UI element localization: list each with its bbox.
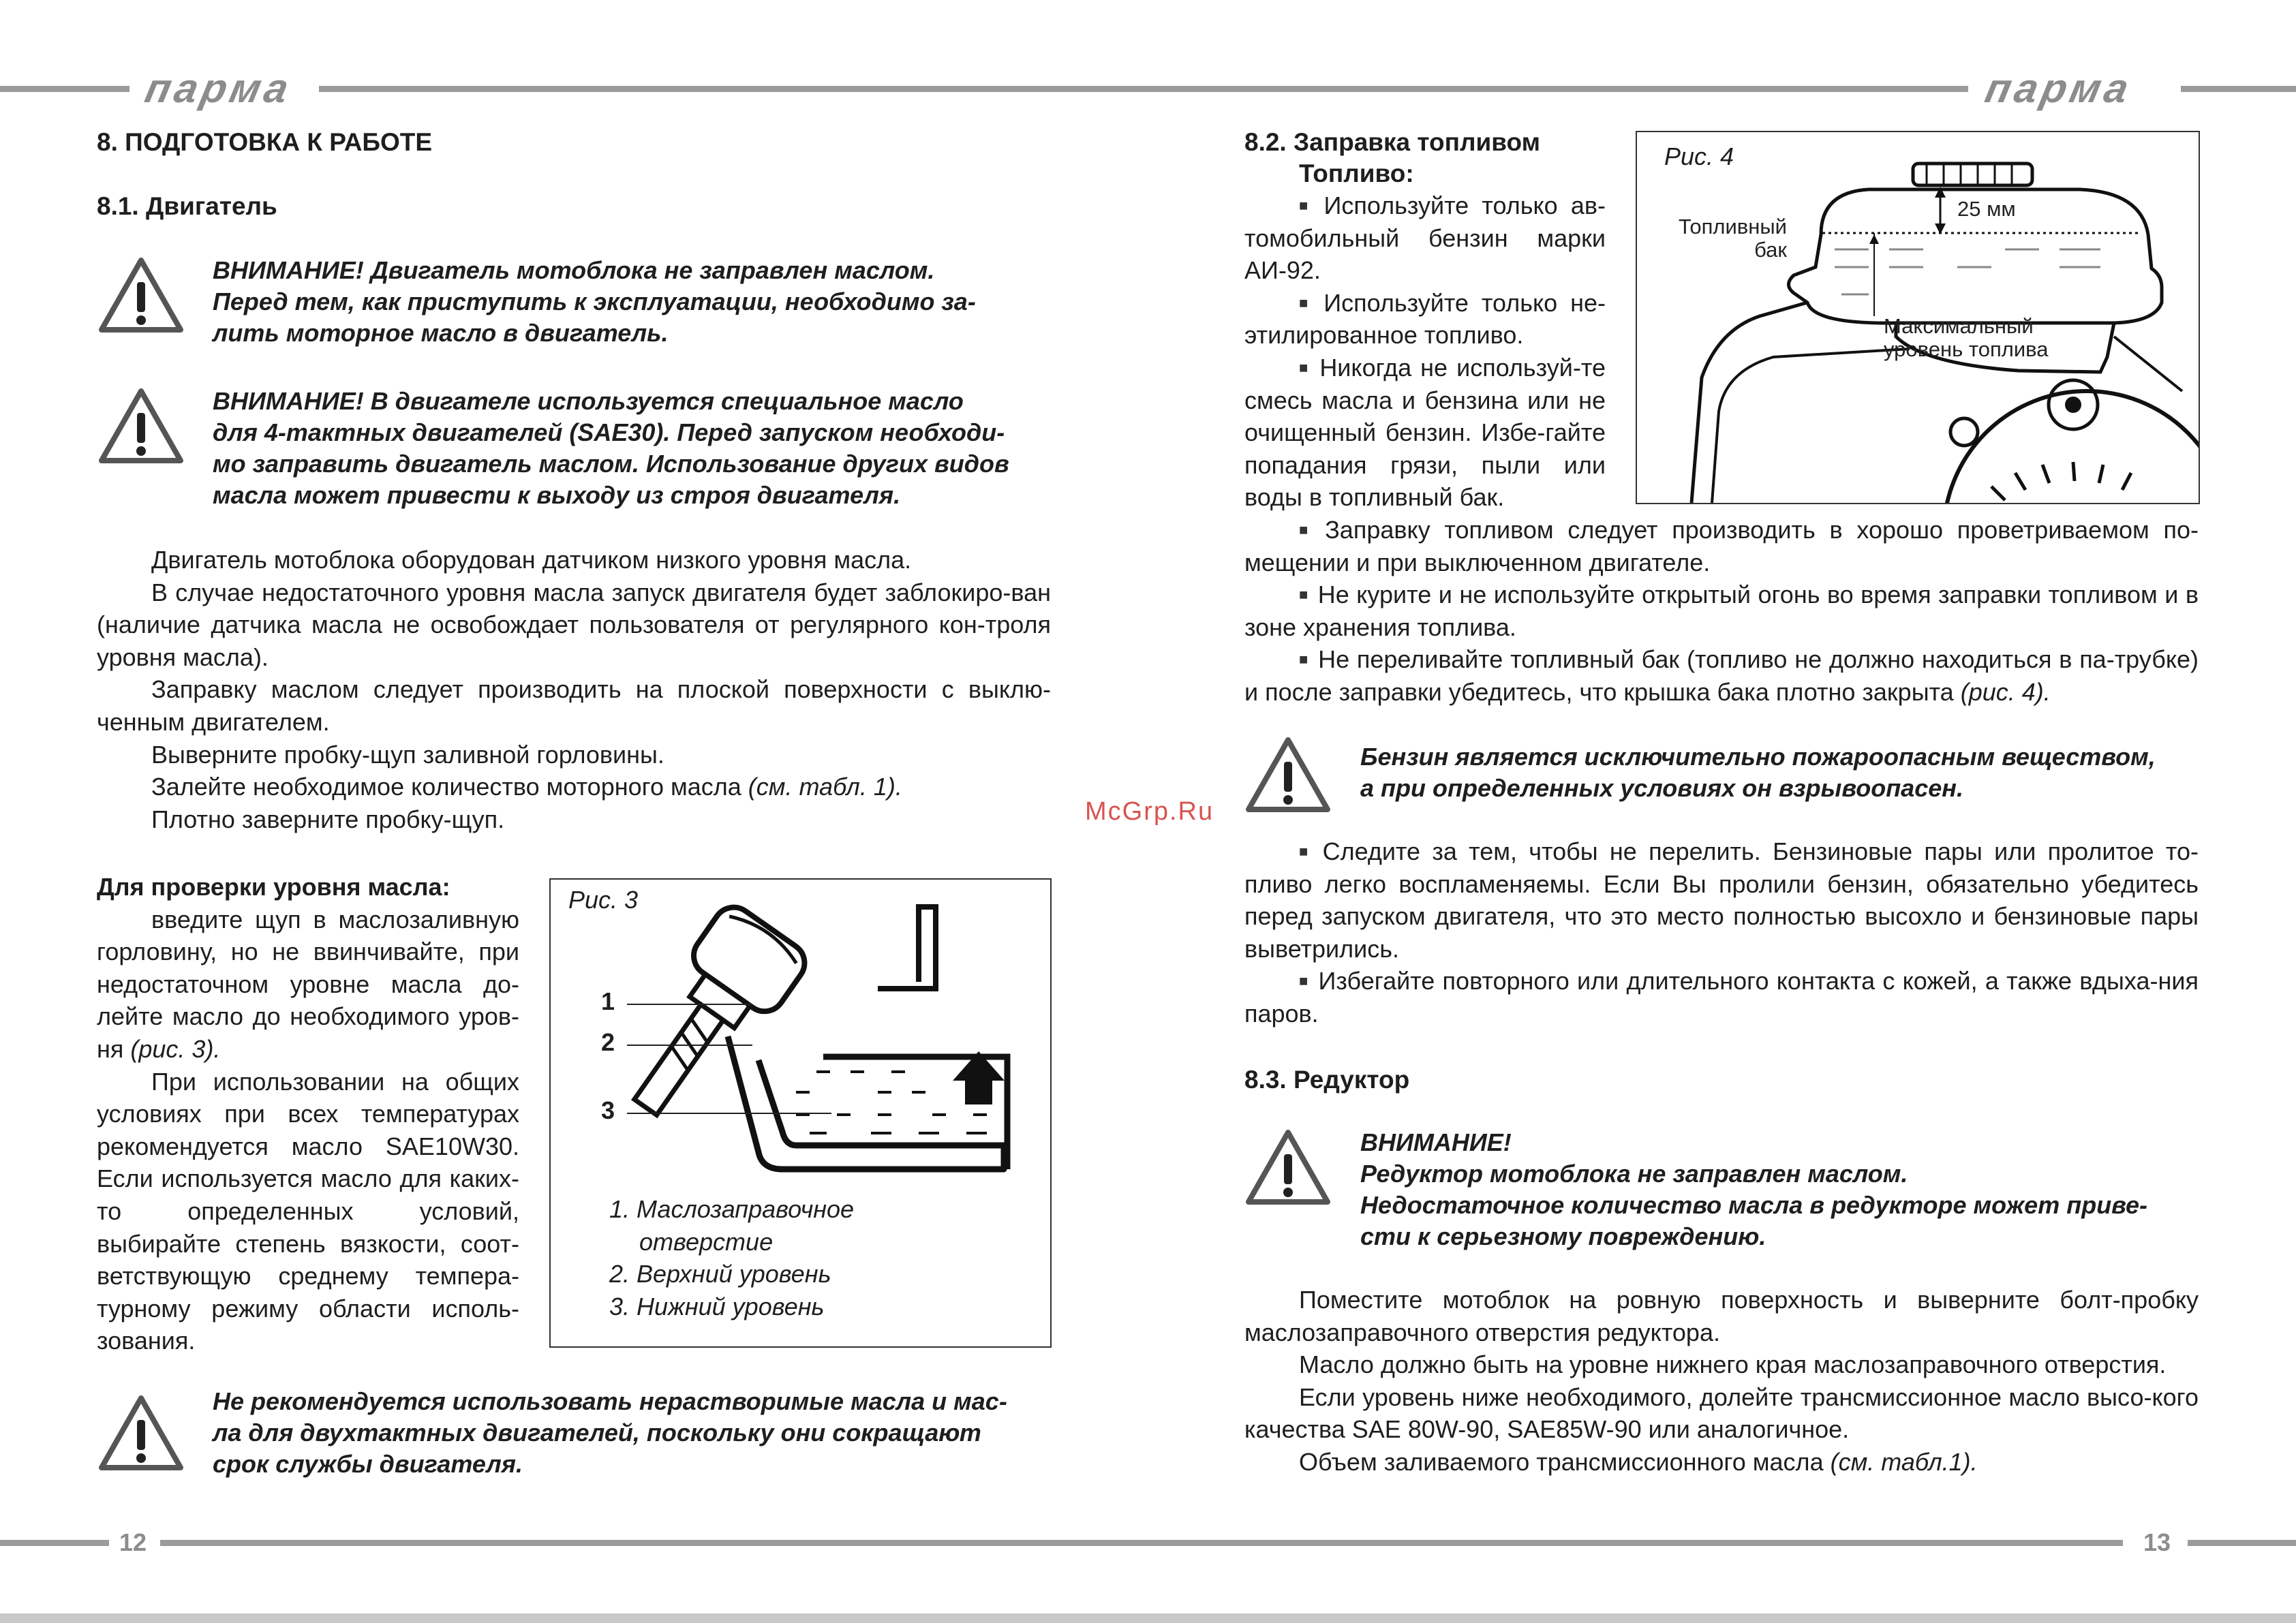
warning-line: Бензин является исключительно пожароопасным веществом,: [1360, 743, 2156, 771]
oil-check-text: [97, 871, 519, 1357]
paragraph: Если уровень ниже необходимого, долейте трансмиссионное масло высо-кого качества SAE 80W-90, SAE85W-90 или аналогичное.: [1244, 1382, 2199, 1444]
figure-3-legend: [609, 1193, 854, 1323]
bullet-item: [1244, 643, 2199, 708]
engine-text: [97, 544, 1051, 835]
oil-dipstick-illustration: [592, 893, 1028, 1193]
reducer-text: [1244, 1284, 2199, 1479]
fuel-bullets-narrow: [1244, 189, 1606, 514]
warning-special-oil: [213, 386, 1051, 511]
subsection-title-8-1: 8.1. Двигатель: [97, 192, 277, 220]
paragraph-text: введите щуп в маслозаливную горловину, но не ввинчивайте, при недостаточном уровне масла до-лейте масло до необходимого уров-ня: [97, 905, 519, 1063]
header-rule-left-b: [319, 86, 1968, 92]
warning-triangle-icon: [1244, 1128, 1332, 1206]
bullet-item: ■ Никогда не используй-те смесь масла и бензина или не очищенный бензин. Избе-гайте попадания грязи, пыли или воды в топливный бак.: [1244, 352, 1606, 514]
section-title-8-2: 8.2. Заправка топливом: [1244, 128, 1540, 156]
bullet-item: ■ Избегайте повторного или длительного контакта с кожей, а также вдыха-ния паров.: [1244, 965, 2199, 1030]
warning-line: Недостаточное количество масла в редукторе может приве-: [1360, 1191, 2148, 1219]
legend-item: 3. Нижний уровень: [609, 1292, 825, 1320]
page-number-left: 12: [119, 1528, 147, 1556]
bullet-item: ■ Используйте только ав-томобильный бензин марки АИ-92.: [1244, 189, 1606, 287]
leader-line: [627, 1113, 831, 1114]
header-rule-left-a: [0, 86, 129, 92]
warning-line: масла может привести к выходу из строя двигателя.: [213, 481, 901, 509]
figure-caption: Рис. 4: [1664, 142, 1734, 170]
section-title-8: 8. ПОДГОТОВКА К РАБОТЕ: [97, 128, 433, 156]
fuel-bullets-after: [1244, 835, 2199, 1030]
bullet-item: ■ Используйте только не-этилированное топливо.: [1244, 287, 1606, 352]
leader-line: [627, 1004, 752, 1005]
paragraph: Поместите мотоблок на ровную поверхность и выверните болт-пробку маслозаправочного отверстия редуктора.: [1244, 1286, 2199, 1346]
fuel-title: Топливо:: [1299, 159, 1414, 187]
figure-4: [1636, 131, 2200, 504]
warning-line: срок службы двигателя.: [213, 1450, 523, 1478]
paragraph: Заправку маслом следует производить на плоской поверхности с выклю-ченным двигателем.: [97, 675, 1051, 736]
paragraph: [1244, 1446, 2199, 1479]
paragraph: Выверните пробку-щуп заливной горловины.: [151, 740, 664, 769]
dimension-label: 25 мм: [1957, 197, 2016, 221]
leader-line: [627, 1045, 752, 1046]
paragraph: [97, 771, 1051, 803]
bullet-item: ■ Не курите и не используйте открытый огонь во время заправки топливом и в зоне хранения топлива.: [1244, 578, 2199, 643]
figure-reference: (рис. 4).: [1960, 677, 2051, 706]
bottom-edge: [0, 1613, 2296, 1623]
warning-triangle-icon: [97, 387, 185, 465]
paragraph: Масло должно быть на уровне нижнего края маслозаправочного отверстия.: [1299, 1350, 2167, 1379]
watermark: McGrp.Ru: [1085, 797, 1214, 826]
figure-reference: (рис. 3).: [130, 1034, 221, 1063]
tank-label-line: Топливный: [1678, 215, 1787, 238]
tank-label: [1651, 215, 1787, 262]
legend-item: 2. Верхний уровень: [609, 1260, 831, 1288]
paragraph: Плотно заверните пробку-щуп.: [151, 805, 505, 833]
warning-triangle-icon: [97, 1394, 185, 1472]
brand-logo-left: парма: [141, 65, 297, 111]
warning-line: Перед тем, как приступить к эксплуатации, необходимо за-: [213, 288, 976, 315]
paragraph: В случае недостаточного уровня масла запуск двигателя будет заблокиро-ван (наличие датчика масла не освобождает пользователя от регулярного кон-троля уровня масла).: [97, 578, 1051, 671]
legend-item: 1. Маслозаправочное: [609, 1195, 855, 1223]
figure-label-2: 2: [601, 1028, 615, 1056]
footer-rule-left-a: [0, 1540, 109, 1546]
max-level-label-line: Максимальный: [1884, 314, 2034, 338]
paragraph: Двигатель мотоблока оборудован датчиком низкого уровня масла.: [151, 546, 912, 574]
tank-label-line: бак: [1754, 238, 1787, 262]
figure-3: [549, 878, 1052, 1348]
paragraph: При использовании на общих условиях при всех температурах рекомендуется масло SAE10W30. Если используется масло для каких-то определенных условий, выбирайте степень вязкости, соот-ветствующую среднему темпера-турному режиму области исполь-зования.: [97, 1067, 519, 1355]
footer-rule-right: [2188, 1540, 2296, 1546]
legend-item: отверстие: [639, 1227, 774, 1256]
warning-line: сти к серьезному повреждению.: [1360, 1222, 1766, 1250]
warning-line: ВНИМАНИЕ! В двигателе используется специальное масло: [213, 387, 964, 415]
bullet-item: ■ Следите за тем, чтобы не перелить. Бензиновые пары или пролитое то-пливо легко воспламеняемы. Если Вы пролили бензин, обязательно убедитесь перед запуском двигателя, что это место полностью высохло и бензиновые пары выветрились.: [1244, 835, 2199, 965]
max-level-label-line: уровень топлива: [1884, 337, 2049, 361]
footer-rule-middle: [160, 1540, 2123, 1546]
figure-label-3: 3: [601, 1096, 615, 1124]
section-title-8-3: 8.3. Редуктор: [1244, 1066, 1410, 1094]
warning-triangle-icon: [97, 256, 185, 334]
paragraph-text: Залейте необходимое количество моторного масла: [151, 773, 741, 801]
table-reference: (см. табл.1).: [1830, 1447, 1978, 1476]
warning-gasoline-fire: [1360, 741, 2199, 804]
warning-line: ВНИМАНИЕ! Двигатель мотоблока не заправлен маслом.: [213, 256, 935, 284]
warning-line: ВНИМАНИЕ!: [1360, 1128, 1512, 1156]
figure-caption: Рис. 3: [568, 886, 639, 914]
warning-line: а при определенных условиях он взрывоопасен.: [1360, 774, 1963, 802]
table-reference: (см. табл. 1).: [748, 773, 902, 801]
warning-reducer-oil: [1360, 1127, 2199, 1252]
page-number-right: 13: [2143, 1528, 2171, 1556]
warning-insoluble-oil: [213, 1386, 1051, 1480]
warning-line: Не рекомендуется использовать нерастворимые масла и мас-: [213, 1387, 1007, 1415]
bullet-text: Не переливайте топливный бак (топливо не должно находиться в па-трубке) и после заправки убедитесь, что крышка бака плотно закрыта: [1244, 645, 2199, 706]
header-rule-right: [2181, 86, 2296, 92]
warning-line: ла для двухтактных двигателей, поскольку они сокращают: [213, 1419, 981, 1447]
oil-check-title: Для проверки уровня масла:: [97, 873, 450, 901]
brand-logo-right: парма: [1981, 65, 2137, 111]
warning-line: мо заправить двигатель маслом. Использование других видов: [213, 450, 1009, 478]
figure-label-1: 1: [601, 987, 615, 1015]
warning-line: для 4-тактных двигателей (SAE30). Перед запуском необходи-: [213, 418, 1005, 446]
fuel-bullets-wide: [1244, 514, 2199, 709]
paragraph-text: Объем заливаемого трансмиссионного масла: [1299, 1447, 1824, 1476]
warning-line: Редуктор мотоблока не заправлен маслом.: [1360, 1160, 1908, 1188]
warning-line: лить моторное масло в двигатель.: [213, 319, 669, 347]
warning-triangle-icon: [1244, 736, 1332, 814]
paragraph: [97, 903, 519, 1066]
max-level-label: [1884, 315, 2049, 361]
bullet-item: ■ Заправку топливом следует производить в хорошо проветриваемом по-мещении и при выключенном двигателе.: [1244, 514, 2199, 578]
warning-oil-not-filled: [213, 255, 1051, 349]
